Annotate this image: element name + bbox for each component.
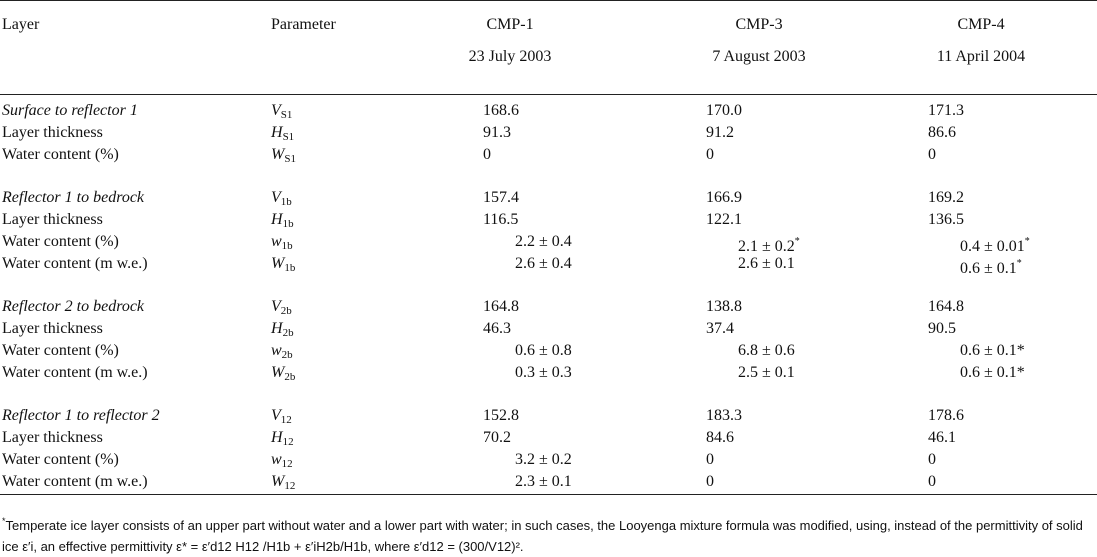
header-parameter: Parameter (271, 16, 336, 33)
cell-value (928, 209, 964, 231)
cell-layer: Water content (%) (2, 342, 119, 359)
value-text: 70.2 (483, 429, 511, 446)
value-text: 0 (928, 473, 936, 490)
parameter-symbol: W (271, 255, 285, 272)
parameter-subscript: S1 (280, 109, 293, 121)
cell-value (706, 427, 734, 449)
value-text: 122.1 (706, 211, 742, 228)
header-layer: Layer (2, 16, 40, 33)
cell-value (706, 122, 734, 144)
parameter-symbol: V (271, 189, 281, 206)
parameter-symbol: w (271, 233, 282, 250)
cell-value (483, 471, 572, 493)
cell-value (928, 122, 956, 144)
header-rule (0, 94, 1097, 95)
parameter-subscript: 12 (284, 480, 296, 492)
cell-value (706, 405, 742, 427)
cell-value (483, 449, 572, 471)
cell-value (483, 122, 511, 144)
value-text: 91.3 (483, 124, 511, 141)
parameter-subscript: 2b (280, 305, 292, 317)
cell-value (706, 340, 795, 362)
cell-value (483, 427, 511, 449)
parameter-symbol: w (271, 342, 282, 359)
cell-value (706, 362, 795, 384)
table-row (0, 231, 1097, 253)
cell-layer: Reflector 2 to bedrock (2, 298, 145, 315)
cell-layer: Water content (%) (2, 233, 119, 250)
cell-value (928, 471, 936, 493)
value-text: 138.8 (706, 298, 742, 315)
value-text: 164.8 (928, 298, 964, 315)
value-text: 46.3 (483, 320, 511, 337)
cell-value (706, 100, 742, 122)
table-row (0, 427, 1097, 449)
footnote-marker: * (1016, 258, 1022, 269)
value-text: 169.2 (928, 189, 964, 206)
cell-value (483, 405, 519, 427)
value-text: 183.3 (706, 407, 742, 424)
cell-value (928, 187, 964, 209)
cell-value (483, 362, 572, 384)
parameter-subscript: S1 (282, 131, 295, 143)
value-text: 2.3 ± 0.1 (515, 473, 572, 490)
table-row (0, 405, 1097, 427)
cell-value (483, 340, 572, 362)
table-row (0, 253, 1097, 275)
parameter-symbol: H (271, 429, 283, 446)
parameter-subscript: 2b (281, 349, 293, 361)
cell-value (706, 144, 714, 166)
value-text: 86.6 (928, 124, 956, 141)
cell-layer: Layer thickness (2, 124, 103, 141)
table-footnote (2, 511, 1092, 557)
header-cmp4-date: 11 April 2004 (936, 48, 1026, 65)
footnote-marker: * (794, 236, 800, 247)
cell-value (928, 296, 964, 318)
value-text: 0.6 ± 0.8 (515, 342, 572, 359)
parameter-symbol: H (271, 320, 283, 337)
value-text: 0 (706, 451, 714, 468)
cell-value (928, 318, 956, 340)
value-text: 84.6 (706, 429, 734, 446)
footnote-marker: * (1024, 236, 1030, 247)
cell-value (483, 187, 519, 209)
parameter-subscript: 1b (284, 262, 296, 274)
parameter-symbol: w (271, 451, 282, 468)
header-cmp4-name: CMP-4 (957, 16, 1005, 33)
cell-value (928, 144, 936, 166)
cell-value (928, 449, 936, 471)
cell-value (706, 187, 742, 209)
parameter-subscript: S1 (284, 153, 296, 165)
header-cmp1-date: 23 July 2003 (468, 48, 552, 65)
parameter-subscript: 12 (281, 458, 293, 470)
cell-value (706, 449, 714, 471)
cell-value (483, 209, 518, 231)
value-text: 2.6 ± 0.4 (515, 255, 572, 272)
parameter-subscript: 2b (284, 371, 296, 383)
cell-parameter (271, 362, 295, 388)
cell-value (928, 362, 1025, 384)
parameter-subscript: 1b (282, 218, 294, 230)
parameter-symbol: V (271, 407, 281, 424)
table-row (0, 449, 1097, 471)
value-text: 0.3 ± 0.3 (515, 364, 572, 381)
value-text: 157.4 (483, 189, 519, 206)
value-text: 0 (706, 146, 714, 163)
cell-value (928, 340, 1025, 362)
footnote-mark: * (2, 516, 6, 526)
cell-parameter (271, 144, 296, 170)
cell-value (483, 296, 519, 318)
value-text: 2.5 ± 0.1 (738, 364, 795, 381)
cell-layer: Water content (%) (2, 146, 119, 163)
cell-layer: Layer thickness (2, 320, 103, 337)
cell-value (706, 318, 734, 340)
table-row (0, 318, 1097, 340)
value-text: 2.1 ± 0.2 (738, 238, 795, 255)
value-text: 3.2 ± 0.2 (515, 451, 572, 468)
value-text: 6.8 ± 0.6 (738, 342, 795, 359)
parameter-symbol: W (271, 364, 285, 381)
parameter-subscript: 2b (282, 327, 294, 339)
cell-parameter (271, 253, 295, 279)
cell-value (483, 231, 572, 253)
value-text: 0.6 ± 0.1* (960, 364, 1025, 381)
table-row (0, 144, 1097, 166)
cell-layer: Surface to reflector 1 (2, 102, 138, 119)
cell-layer: Reflector 1 to reflector 2 (2, 407, 160, 424)
parameter-symbol: W (271, 146, 285, 163)
value-text: 91.2 (706, 124, 734, 141)
table-row (0, 340, 1097, 362)
table-top-rule (0, 0, 1097, 1)
parameter-subscript: 1b (281, 240, 293, 252)
value-text: 116.5 (483, 211, 519, 228)
cell-value (706, 209, 742, 231)
cell-value (928, 427, 956, 449)
cell-layer: Water content (m w.e.) (2, 364, 148, 381)
parameter-subscript: 12 (280, 414, 292, 426)
value-text: 37.4 (706, 320, 734, 337)
table-row (0, 209, 1097, 231)
cell-value (706, 253, 795, 275)
table-row (0, 362, 1097, 384)
table-bottom-rule (0, 494, 1097, 495)
parameter-symbol: W (271, 473, 285, 490)
value-text: 171.3 (928, 102, 964, 119)
footnote-text: Temperate ice layer consists of an upper part without water and a lower part with water; in such cases, the Looyenga mixture formula was modified, using, instead of the permittivity of solid ice ε′i, an effective permittivity ε* = ε′d12 H12 /H1b + ε′iH2b/H1b, where ε′d12 = (300/V12)². (2, 518, 1083, 554)
cell-layer: Layer thickness (2, 211, 103, 228)
parameter-subscript: 1b (280, 196, 292, 208)
parameter-symbol: H (271, 124, 283, 141)
header-cmp1-name: CMP-1 (486, 16, 534, 33)
value-text: 0 (928, 451, 936, 468)
value-text: 0.6 ± 0.1* (960, 342, 1025, 359)
value-text: 0 (928, 146, 936, 163)
table-row (0, 471, 1097, 493)
value-text: 178.6 (928, 407, 964, 424)
header-cmp3-name: CMP-3 (735, 16, 783, 33)
cell-layer: Water content (m w.e.) (2, 473, 148, 490)
value-text: 136.5 (928, 211, 964, 228)
value-text: 0 (706, 473, 714, 490)
cell-layer: Reflector 1 to bedrock (2, 189, 145, 206)
table-row (0, 296, 1097, 318)
table-row (0, 100, 1097, 122)
parameter-subscript: 12 (282, 436, 294, 448)
value-text: 46.1 (928, 429, 956, 446)
cell-value (706, 471, 714, 493)
parameter-symbol: V (271, 102, 281, 119)
parameter-symbol: H (271, 211, 283, 228)
cell-value (928, 253, 1022, 280)
cell-layer: Water content (%) (2, 451, 119, 468)
cell-value (928, 100, 964, 122)
value-text: 90.5 (928, 320, 956, 337)
value-text: 0.6 ± 0.1 (960, 260, 1017, 277)
cell-value (483, 318, 511, 340)
cell-value (928, 405, 964, 427)
value-text: 152.8 (483, 407, 519, 424)
header-cmp3-date: 7 August 2003 (712, 48, 806, 65)
cell-layer: Water content (m w.e.) (2, 255, 148, 272)
value-text: 2.6 ± 0.1 (738, 255, 795, 272)
table-row (0, 122, 1097, 144)
cell-value (706, 296, 742, 318)
parameter-symbol: V (271, 298, 281, 315)
value-text: 168.6 (483, 102, 519, 119)
value-text: 164.8 (483, 298, 519, 315)
cell-value (483, 100, 519, 122)
table-row (0, 187, 1097, 209)
value-text: 170.0 (706, 102, 742, 119)
value-text: 0 (483, 146, 491, 163)
value-text: 2.2 ± 0.4 (515, 233, 572, 250)
value-text: 166.9 (706, 189, 742, 206)
value-text: 0.4 ± 0.01 (960, 238, 1025, 255)
cell-layer: Layer thickness (2, 429, 103, 446)
cell-value (483, 144, 491, 166)
cell-value (483, 253, 572, 275)
